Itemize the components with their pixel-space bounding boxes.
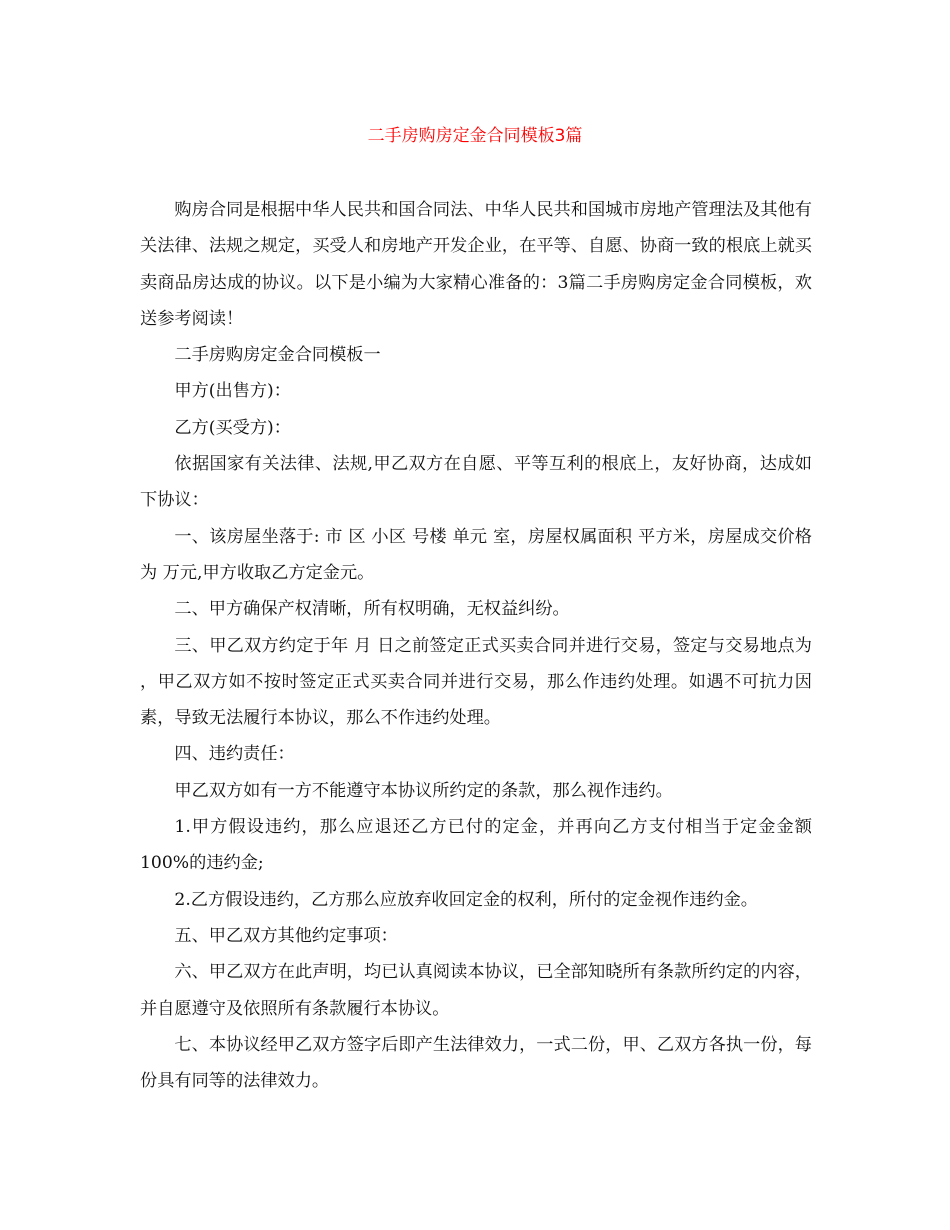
paragraph-preamble: 依据国家有关法律、法规,甲乙双方在自愿、平等互利的根底上，友好协商，达成如下协议：	[140, 454, 812, 511]
paragraph-breach-party-b: 2.乙方假设违约，乙方那么应放弃收回定金的权利，所付的定金视作违约金。	[174, 889, 758, 910]
paragraph-clause-2: 二、甲方确保产权清晰，所有权明确，无权益纠纷。	[174, 599, 570, 620]
paragraph-section-heading: 二手房购房定金合同模板一	[174, 345, 381, 366]
paragraph-clause-4: 四、违约责任：	[174, 744, 295, 765]
paragraph-intro: 购房合同是根据中华人民共和国合同法、中华人民共和国城市房地产管理法及其他有关法律、法规之规定，买受人和房地产开发企业，在平等、自愿、协商一致的根底上就买卖商品房达成的协议。以下是小编为大家精心准备的：3篇二手房购房定金合同模板，欢送参考阅读！	[140, 200, 812, 329]
paragraph-party-b: 乙方(买受方)：	[174, 417, 291, 438]
paragraph-breach-general: 甲乙双方如有一方不能遵守本协议所约定的条款，那么视作违约。	[174, 780, 673, 801]
paragraph-clause-7: 七、本协议经甲乙双方签字后即产生法律效力，一式二份，甲、乙双方各执一份，每份具有同等的法律效力。	[140, 1034, 812, 1092]
document-title: 二手房购房定金合同模板3篇	[367, 126, 583, 146]
document-body	[140, 192, 812, 1099]
paragraph-clause-1: 一、该房屋坐落于: 市 区 小区 号楼 单元 室，房屋权属面积 平方米，房屋成交价格为 万元,甲方收取乙方定金元。	[140, 526, 812, 583]
paragraph-clause-5: 五、甲乙双方其他约定事项：	[174, 925, 398, 946]
paragraph-breach-party-a: 1.甲方假设违约，那么应退还乙方已付的定金，并再向乙方支付相当于定金金额100%的违约金;	[140, 817, 812, 874]
paragraph-clause-3: 三、甲乙双方约定于年 月 日之前签定正式买卖合同并进行交易，签定与交易地点为 ，甲乙双方如不按时签定正式买卖合同并进行交易，那么作违约处理。如遇不可抗力因素，导致无法履行本协议，那么不作违约处理。	[140, 635, 812, 729]
paragraph-party-a: 甲方(出售方)：	[174, 381, 291, 402]
paragraph-clause-6: 六、甲乙双方在此声明，均已认真阅读本协议，已全部知晓所有条款所约定的内容，并自愿遵守及依照所有条款履行本协议。	[140, 962, 812, 1019]
